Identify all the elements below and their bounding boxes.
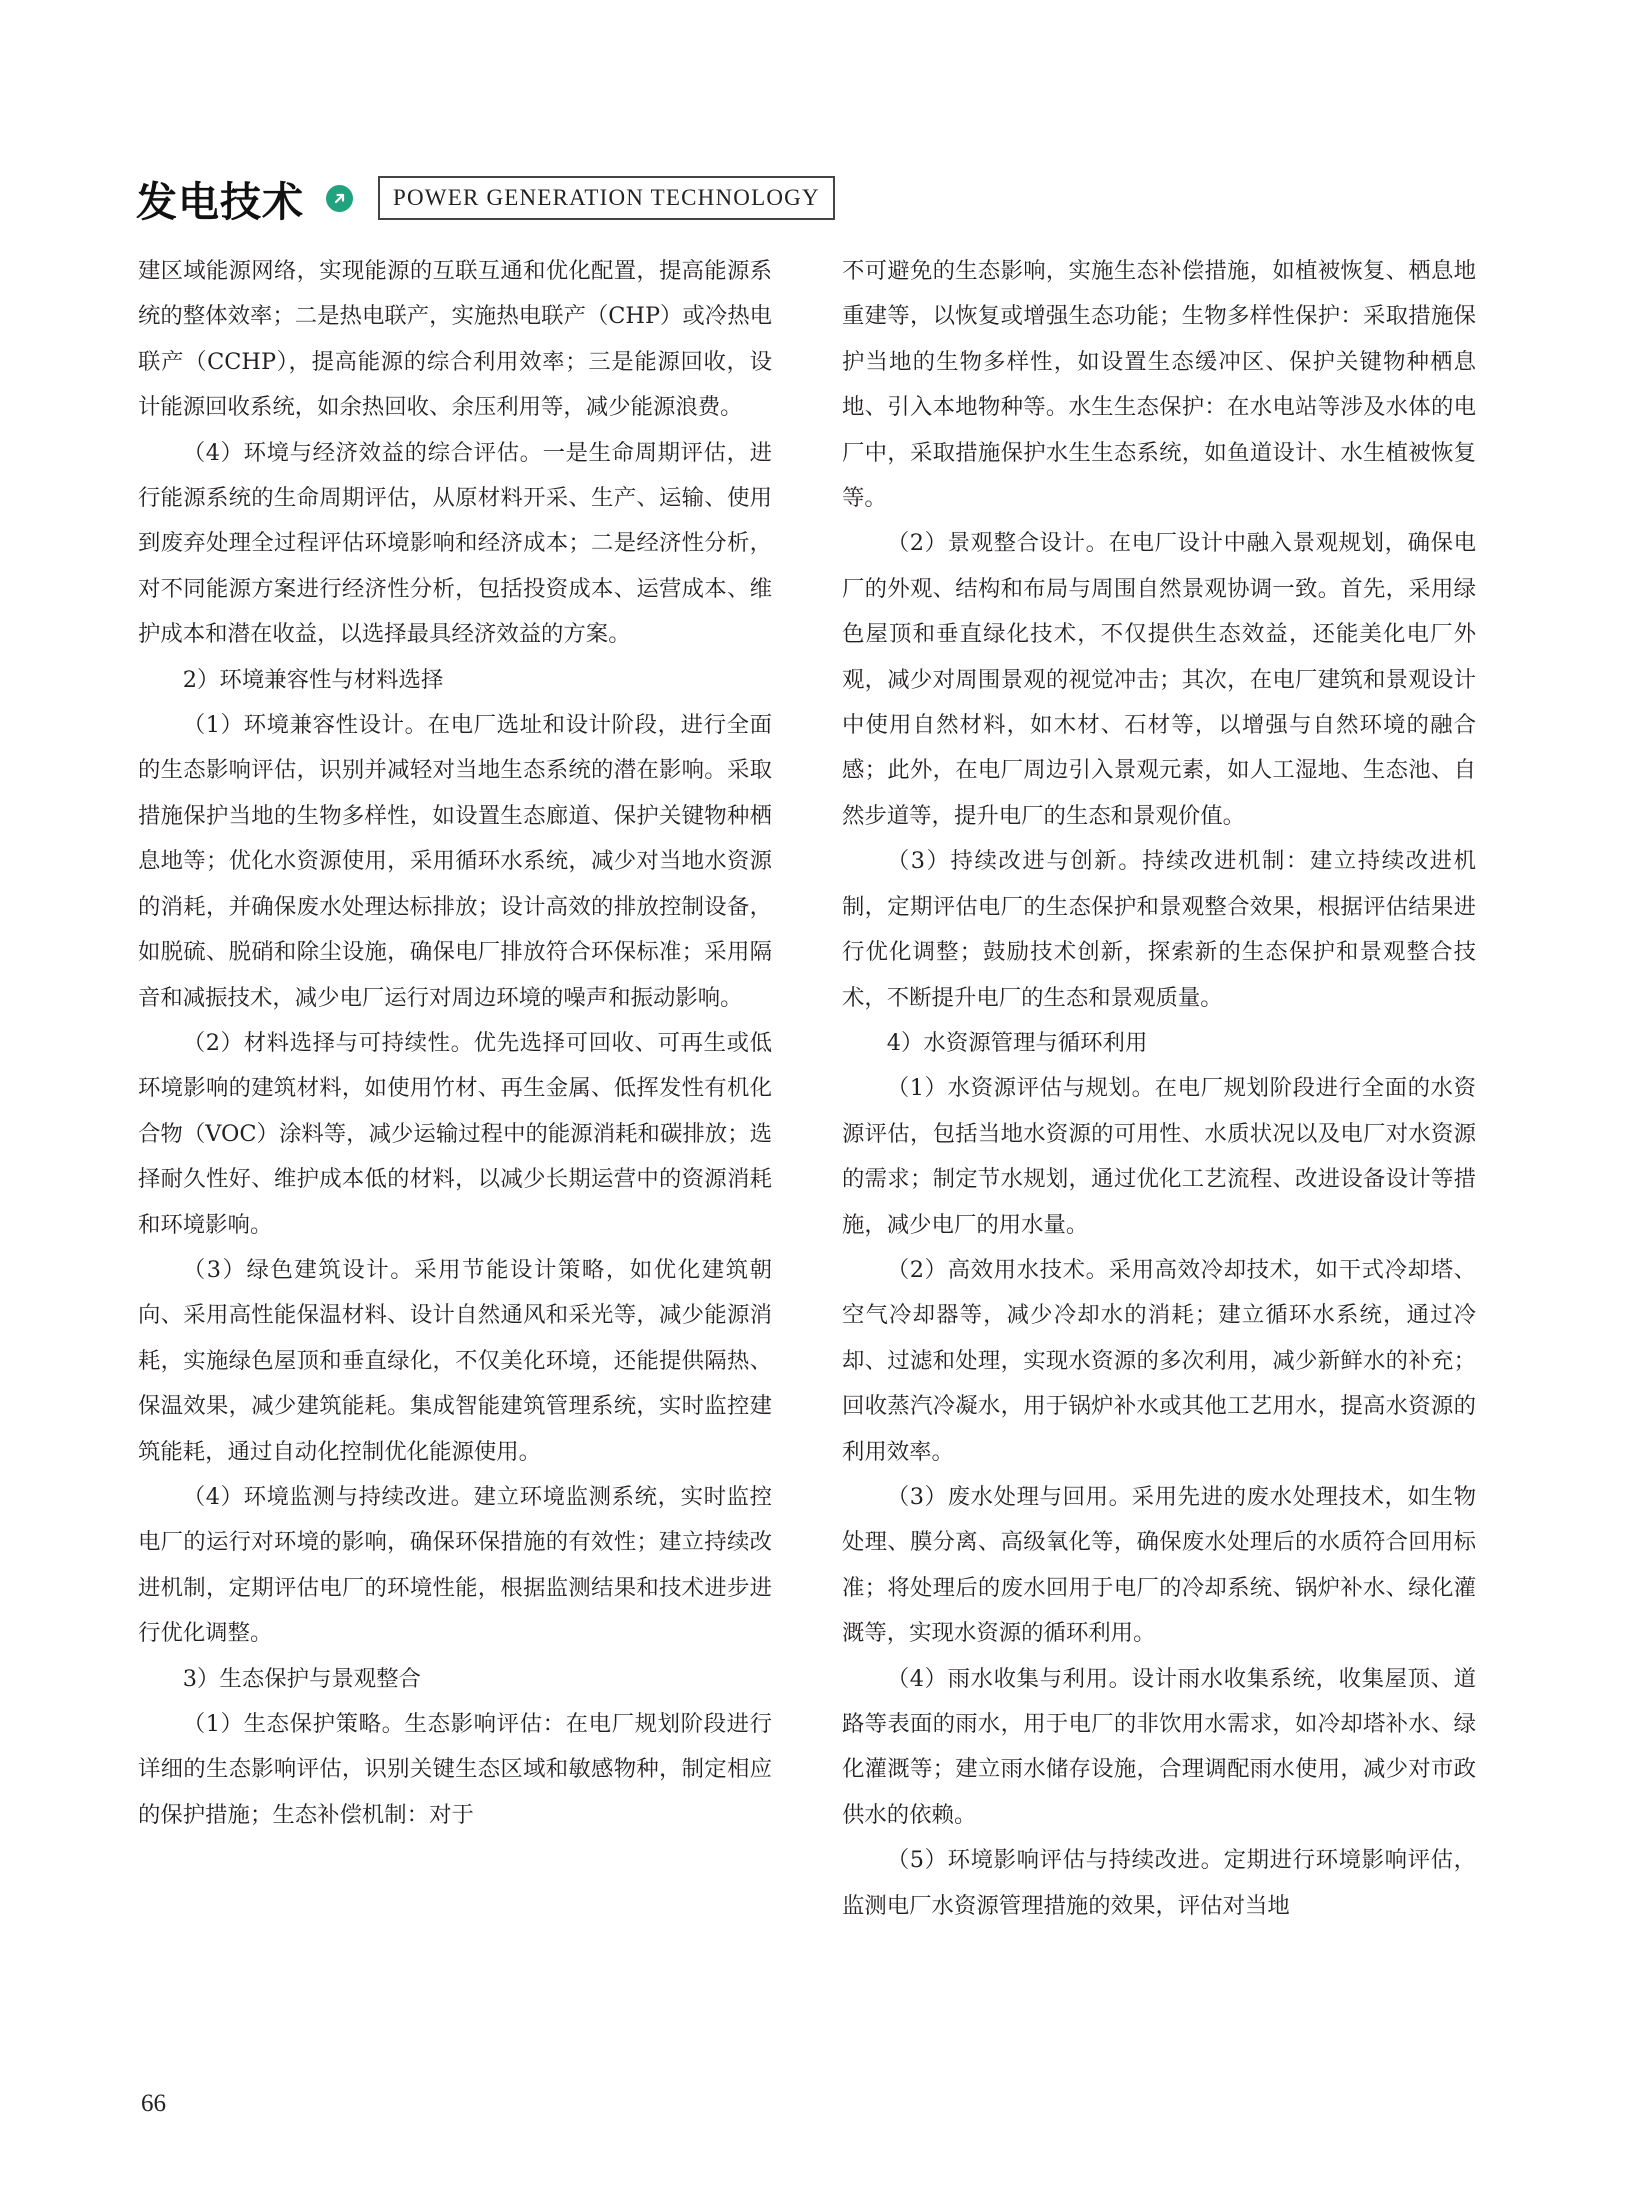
- paragraph: （4）环境与经济效益的综合评估。一是生命周期评估，进行能源系统的生命周期评估，从原材料开采、生产、运输、使用到废弃处理全过程评估环境影响和经济成本；二是经济性分析，对不同能源方案进行经济性分析，包括投资成本、运营成本、维护成本和潜在收益，以选择最具经济效益的方案。: [138, 439, 772, 648]
- page-number: 66: [141, 2090, 166, 2117]
- paragraph: 不可避免的生态影响，实施生态补偿措施，如植被恢复、栖息地重建等，以恢复或增强生态功能；生物多样性保护：采取措施保护当地的生物多样性，如设置生态缓冲区、保护关键物种栖息地、引入本地物种等。水生生态保护：在水电站等涉及水体的电厂中，采取措施保护水生生态系统，如鱼道设计、水生植被恢复等。: [842, 258, 1476, 512]
- paragraph: （1）生态保护策略。生态影响评估：在电厂规划阶段进行详细的生态影响评估，识别关键生态区域和敏感物种，制定相应的保护措施；生态补偿机制：对于: [138, 1711, 772, 1828]
- paragraph: （1）水资源评估与规划。在电厂规划阶段进行全面的水资源评估，包括当地水资源的可用性、水质状况以及电厂对水资源的需求；制定节水规划，通过优化工艺流程、改进设备设计等措施，减少电厂的用水量。: [842, 1075, 1476, 1238]
- section-title: 发电技术: [136, 177, 304, 226]
- paragraph: 建区域能源网络，实现能源的互联互通和优化配置，提高能源系统的整体效率；二是热电联产，实施热电联产（CHP）或冷热电联产（CCHP），提高能源的综合利用效率；三是能源回收，设计能源回收系统，如余热回收、余压利用等，减少能源浪费。: [138, 258, 772, 421]
- left-column: [138, 249, 772, 1838]
- running-header: [136, 172, 835, 224]
- paragraph: （3）持续改进与创新。持续改进机制：建立持续改进机制，定期评估电厂的生态保护和景观整合效果，根据评估结果进行优化调整；鼓励技术创新，探索新的生态保护和景观整合技术，不断提升电厂的生态和景观质量。: [842, 848, 1476, 1011]
- subheading: 3）生态保护与景观整合: [182, 1665, 421, 1692]
- paragraph: （3）绿色建筑设计。采用节能设计策略，如优化建筑朝向、采用高性能保温材料、设计自然通风和采光等，减少能源消耗，实施绿色屋顶和垂直绿化，不仅美化环境，还能提供隔热、保温效果，减少建筑能耗。集成智能建筑管理系统，实时监控建筑能耗，通过自动化控制优化能源使用。: [138, 1256, 772, 1465]
- paragraph: （2）景观整合设计。在电厂设计中融入景观规划，确保电厂的外观、结构和布局与周围自然景观协调一致。首先，采用绿色屋顶和垂直绿化技术，不仅提供生态效益，还能美化电厂外观，减少对周围景观的视觉冲击；其次，在电厂建筑和景观设计中使用自然材料，如木材、石材等，以增强与自然环境的融合感；此外，在电厂周边引入景观元素，如人工湿地、生态池、自然步道等，提升电厂的生态和景观价值。: [842, 530, 1476, 829]
- paragraph: （4）环境监测与持续改进。建立环境监测系统，实时监控电厂的运行对环境的影响，确保环保措施的有效性；建立持续改进机制，定期评估电厂的环境性能，根据监测结果和技术进步进行优化调整。: [138, 1483, 772, 1647]
- paragraph: （2）材料选择与可持续性。优先选择可回收、可再生或低环境影响的建筑材料，如使用竹材、再生金属、低挥发性有机化合物（VOC）涂料等，减少运输过程中的能源消耗和碳排放；选择耐久性好、维护成本低的材料，以减少长期运营中的资源消耗和环境影响。: [138, 1029, 772, 1238]
- arrow-up-right-icon: [326, 185, 353, 212]
- paragraph: （1）环境兼容性设计。在电厂选址和设计阶段，进行全面的生态影响评估，识别并减轻对当地生态系统的潜在影响。采取措施保护当地的生物多样性，如设置生态廊道、保护关键物种栖息地等；优化水资源使用，采用循环水系统，减少对当地水资源的消耗，并确保废水处理达标排放；设计高效的排放控制设备，如脱硫、脱硝和除尘设施，确保电厂排放符合环保标准；采用隔音和减振技术，减少电厂运行对周边环境的噪声和振动影响。: [138, 712, 772, 1011]
- paragraph: （4）雨水收集与利用。设计雨水收集系统，收集屋顶、道路等表面的雨水，用于电厂的非饮用水需求，如冷却塔补水、绿化灌溉等；建立雨水储存设施，合理调配雨水使用，减少对市政供水的依赖。: [842, 1665, 1476, 1828]
- right-column: [842, 249, 1476, 1929]
- paragraph: （2）高效用水技术。采用高效冷却技术，如干式冷却塔、空气冷却器等，减少冷却水的消耗；建立循环水系统，通过冷却、过滤和处理，实现水资源的多次利用，减少新鲜水的补充；回收蒸汽冷凝水，用于锅炉补水或其他工艺用水，提高水资源的利用效率。: [842, 1256, 1476, 1465]
- paragraph: （3）废水处理与回用。采用先进的废水处理技术，如生物处理、膜分离、高级氧化等，确保废水处理后的水质符合回用标准；将处理后的废水回用于电厂的冷却系统、锅炉补水、绿化灌溉等，实现水资源的循环利用。: [842, 1483, 1476, 1647]
- paragraph: （5）环境影响评估与持续改进。定期进行环境影响评估，监测电厂水资源管理措施的效果，评估对当地: [842, 1847, 1476, 1919]
- english-section-title: POWER GENERATION TECHNOLOGY: [378, 176, 835, 220]
- subheading: 2）环境兼容性与材料选择: [182, 666, 444, 693]
- subheading: 4）水资源管理与循环利用: [886, 1029, 1148, 1056]
